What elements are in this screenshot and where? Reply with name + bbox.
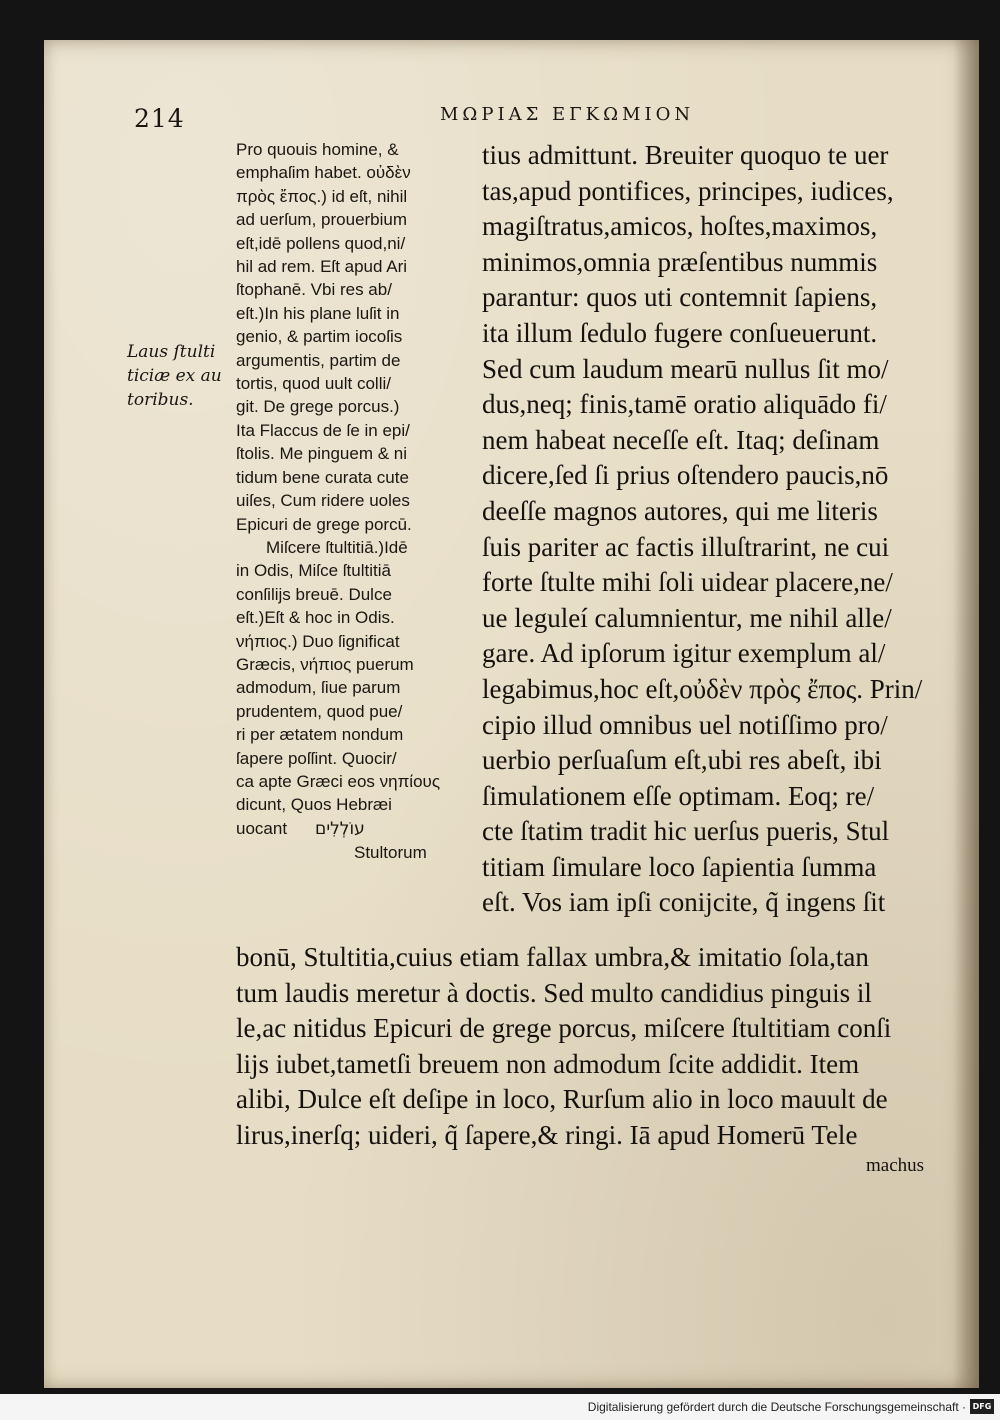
commentary-line: dicunt, Quos Hebræi bbox=[236, 795, 392, 815]
commentary-line: Epicuri de grege porcū. bbox=[236, 514, 412, 534]
commentary-column bbox=[236, 138, 472, 865]
page-number: 214 bbox=[134, 104, 185, 133]
hebrew-word: עוֹלְלִים bbox=[315, 818, 365, 839]
main-text-line: alibi, Dulce eſt deſipe in loco, Rurſum alio in loco mauult de bbox=[236, 1084, 888, 1115]
main-text-line: ita illum ſedulo fugere conſueuerunt. bbox=[482, 317, 878, 348]
commentary-line: git. De grege porcus.) bbox=[236, 397, 400, 417]
main-text-line: dus,neq; finis,tamē oratio aliquādo fi/ bbox=[482, 389, 887, 420]
main-text-line: deeſſe magnos autores, qui me literis bbox=[482, 495, 878, 526]
commentary-line: νήπιος.) Duo ſignificat bbox=[236, 631, 400, 651]
main-text-line: lijs iubet,tametſi breuem non admodum ſcite addidit. Item bbox=[236, 1048, 860, 1079]
side-note bbox=[127, 340, 222, 412]
commentary-line: ca apte Græci eos νηπίους bbox=[236, 771, 441, 791]
commentary-line: in Odis, Miſce ſtultitiā bbox=[236, 561, 391, 581]
dfg-logo: DFG bbox=[970, 1399, 994, 1414]
main-text-line: cipio illud omnibus uel notiſſimo pro/ bbox=[482, 709, 888, 740]
main-text-line: nem habeat neceſſe eſt. Itaq; deſinam bbox=[482, 424, 880, 455]
main-text-line: parantur: quos uti contemnit ſapiens, bbox=[482, 282, 878, 313]
main-text-column bbox=[482, 138, 952, 921]
main-text-line: uerbio perſuaſum eſt,ubi res abeſt, ibi bbox=[482, 745, 882, 776]
commentary-line: conſilijs breuē. Dulce bbox=[236, 584, 392, 604]
main-text-line: eſt. Vos iam ipſi conijcite, q̃ ingens ſit bbox=[482, 887, 886, 918]
commentary-line: tidum bene curata cute bbox=[236, 467, 409, 487]
commentary-line: ſtophanē. Vbi res ab/ bbox=[236, 280, 392, 300]
gutter-shadow bbox=[953, 40, 979, 1388]
side-note-line: toribus. bbox=[127, 390, 194, 410]
main-text-full-width bbox=[236, 940, 956, 1154]
main-text-line: titiam ſimulare loco ſapientia ſumma bbox=[482, 851, 877, 882]
main-text-line: forte ſtulte mihi ſoli uidear placere,ne/ bbox=[482, 567, 893, 598]
commentary-line: πρὸς ἔπος.) id eſt, nihil bbox=[236, 186, 408, 206]
commentary-line: ſtolis. Me pinguem & ni bbox=[236, 444, 408, 464]
side-note-line: Laus ſtulti bbox=[127, 342, 216, 362]
main-text-line: tas,apud pontifices, principes, iudices, bbox=[482, 175, 894, 206]
commentary-line: prudentem, quod pue/ bbox=[236, 701, 403, 721]
footer-credit: Digitalisierung gefördert durch die Deutsche Forschungsgemeinschaft · bbox=[587, 1400, 966, 1414]
main-text-line: dicere,ſed ſi prius oſtendero paucis,nō bbox=[482, 460, 889, 491]
commentary-line: argumentis, partim de bbox=[236, 350, 401, 370]
commentary-line-with-hebrew bbox=[236, 817, 472, 841]
main-text-line: lirus,inerſq; uideri, q̃ ſapere,& ringi. Iā apud Homerū Tele bbox=[236, 1119, 858, 1150]
commentary-line: uiſes, Cum ridere uoles bbox=[236, 491, 410, 511]
commentary-text: uocant bbox=[236, 818, 288, 838]
main-text-line: tius admittunt. Breuiter quoquo te uer bbox=[482, 140, 889, 170]
main-text-line: magiſtratus,amicos, hoſtes,maximos, bbox=[482, 211, 878, 242]
main-text-line: Sed cum laudum mearū nullus ſit mo/ bbox=[482, 353, 889, 384]
main-text-line: ue leguleí calumnientur, me nihil alle/ bbox=[482, 602, 892, 633]
commentary-line: genio, & partim iocoſis bbox=[236, 327, 403, 347]
main-text-line: legabimus,hoc eſt,οὐδὲν πρὸς ἔπος. Prin/ bbox=[482, 673, 923, 704]
main-text-line: minimos,omnia præſentibus nummis bbox=[482, 246, 878, 277]
commentary-line: admodum, ſiue parum bbox=[236, 678, 401, 698]
commentary-line: Græcis, νήπιος puerum bbox=[236, 654, 414, 674]
main-text-line: bonū, Stultitia,cuius etiam fallax umbra,& imitatio ſola,tan bbox=[236, 942, 869, 972]
commentary-line: eſt.)In his plane luſit in bbox=[236, 303, 400, 323]
commentary-line: hil ad rem. Eſt apud Ari bbox=[236, 257, 408, 277]
commentary-line: Pro quouis homine, & bbox=[236, 140, 399, 159]
main-text-line: cte ſtatim tradit hic uerſus pueris, Stul bbox=[482, 816, 890, 847]
commentary-line: emphaſim habet. οὐδὲν bbox=[236, 163, 411, 183]
commentary-line: eſt,idē pollens quod,ni/ bbox=[236, 233, 406, 253]
commentary-line: ri per ætatem nondum bbox=[236, 725, 404, 745]
side-note-line: ticiæ ex au bbox=[127, 366, 222, 386]
commentary-catchword: Stultorum bbox=[354, 843, 427, 863]
main-text-line: ſuis pariter ac factis illuſtrarint, ne cui bbox=[482, 531, 890, 562]
commentary-line: ſapere poſſint. Quocir/ bbox=[236, 748, 397, 768]
commentary-line: Miſcere ſtultitiā.)Idē bbox=[266, 537, 408, 557]
main-text-line: gare. Ad ipſorum igitur exemplum al/ bbox=[482, 638, 886, 669]
commentary-line: ad uerſum, prouerbium bbox=[236, 210, 408, 230]
main-text-line: tum laudis meretur à doctis. Sed multo candidius pinguis il bbox=[236, 977, 872, 1008]
commentary-line: Ita Flaccus de ſe in epi/ bbox=[236, 420, 410, 440]
commentary-line: tortis, quod uult colli/ bbox=[236, 374, 391, 394]
running-title: ΜΩΡΙΑΣ ΕΓΚΩΜΙΟΝ bbox=[440, 104, 695, 125]
commentary-line: eſt.)Eſt & hoc in Odis. bbox=[236, 608, 395, 628]
main-text-line: ſimulationem eſſe optimam. Eoq; re/ bbox=[482, 780, 875, 811]
page-catchword: machus bbox=[866, 1155, 925, 1176]
main-text-line: le,ac nitidus Epicuri de grege porcus, miſcere ſtultitiam conſi bbox=[236, 1013, 892, 1044]
